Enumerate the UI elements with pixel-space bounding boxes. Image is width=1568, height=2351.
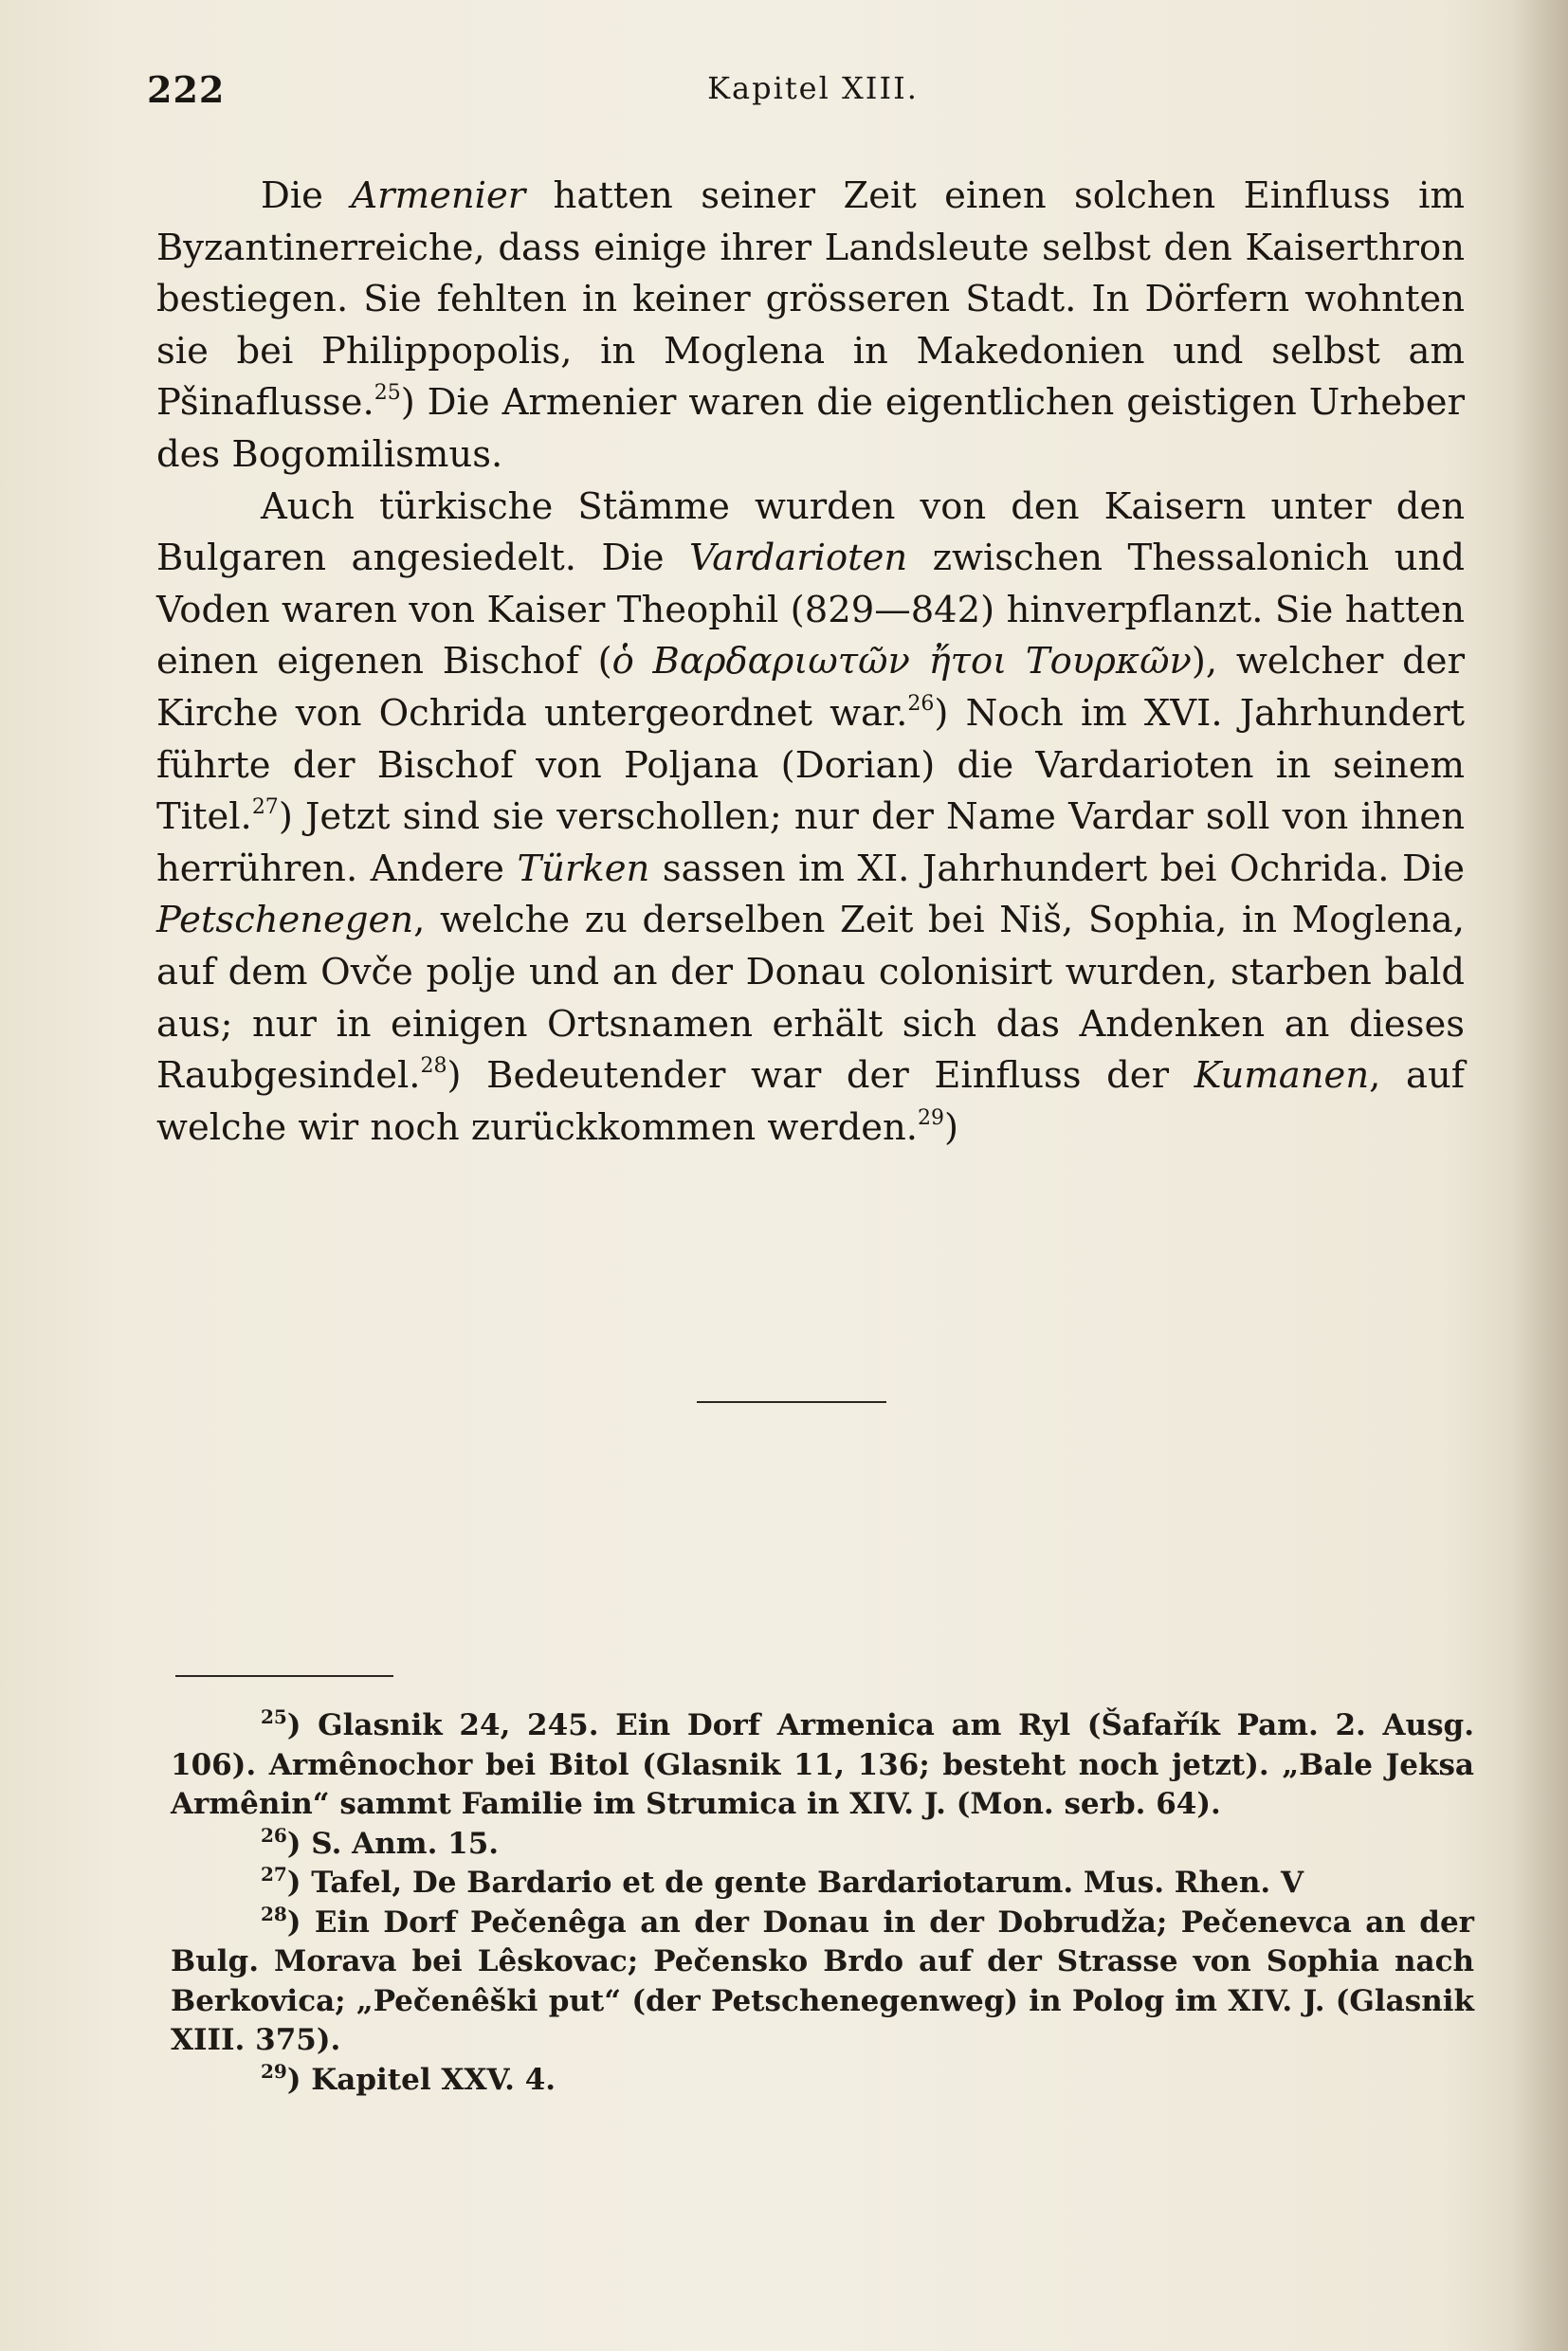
footnote-28 xyxy=(171,1904,1474,2061)
footnote-number: 27 xyxy=(261,1863,287,1886)
main-text xyxy=(156,171,1465,1154)
emphasis-petschenegen: Petschenegen xyxy=(156,899,414,942)
footnote-26 xyxy=(171,1825,1474,1865)
footnote-ref-28: 28 xyxy=(420,1054,447,1079)
paragraph-1 xyxy=(156,171,1465,482)
text-run: , welche zu derselben Zeit bei Niš, Sophia, in Moglena, auf dem Ovče polje und an der Donau colonisirt wurden, starben bald aus; nur in einigen Ortsnamen erhält sich das Andenken an dieses Raubgesindel. xyxy=(156,899,1465,1098)
text-run: zwischen Thessalonich und Voden waren von Kaiser Theophil (829—842) hinverpflanzt. Sie hatten einen eigenen Bischof ( xyxy=(156,537,1465,683)
text-run: ) Noch im XVI. Jahrhundert führte der Bischof von Poljana (Dorian) die Vardarioten in seinem Titel. xyxy=(156,691,1465,839)
text-run: Die xyxy=(261,174,352,217)
emphasis-kumanen: Kumanen xyxy=(1194,1054,1370,1098)
text-run: , auf welche wir noch zurückkommen werden. xyxy=(156,1054,1465,1149)
footnote-number: 29 xyxy=(261,2059,287,2083)
emphasis-tuerken: Türken xyxy=(517,847,650,890)
emphasis-vardarioten: Vardarioten xyxy=(689,537,908,580)
page-number: 222 xyxy=(147,68,226,111)
footnote-text: ) Ein Dorf Pečenêga an der Donau in der Dobrudža; Pečenevca an der Bulg. Morava bei Lêskovac; Pečensko Brdo auf der Strasse von Sophia nach Berkovica; „Pečenêški put“ (der Petschenegenweg) in Polog im XIV. J. (Glasnik XIII. 375). xyxy=(171,1904,1474,2057)
footnote-ref-29: 29 xyxy=(918,1105,945,1130)
footnote-text: ) S. Anm. 15. xyxy=(286,1826,500,1861)
running-head: Kapitel XIII. xyxy=(707,70,919,106)
text-run: ) Bedeutender war der Einfluss der xyxy=(447,1054,1194,1098)
text-run: ) Die Armenier waren die eigentlichen geistigen Urheber des Bogomilismus. xyxy=(156,381,1465,476)
footnote-text: ) Kapitel XXV. 4. xyxy=(286,2062,556,2097)
section-divider xyxy=(697,1401,886,1403)
text-run: ), welcher der Kirche von Ochrida untergeordnet war. xyxy=(156,640,1465,735)
footnote-ref-27: 27 xyxy=(251,795,279,820)
footnotes xyxy=(171,1706,1474,2100)
greek-phrase: ὁ Βαρδαριωτῶν ἤτοι Τουρκῶν xyxy=(611,640,1192,683)
footnote-25 xyxy=(171,1706,1474,1825)
page-edge-shadow xyxy=(1511,0,1568,2351)
text-run: Auch türkische Stämme wurden von den Kaisern unter den Bulgaren angesiedelt. Die xyxy=(156,484,1465,580)
footnote-number: 25 xyxy=(261,1705,287,1728)
text-run: hatten seiner Zeit einen solchen Einfluss im Byzantinerreiche, dass einige ihrer Landsleute selbst den Kaiserthron bestiegen. Sie fehlten in keiner grösseren Stadt. In Dörfern wohnten sie bei Philippopolis, in Moglena in Makedonien und selbst am Pšinaflusse. xyxy=(156,174,1466,425)
footnote-number: 28 xyxy=(261,1902,287,1925)
footnote-number: 26 xyxy=(261,1823,287,1847)
footnote-ref-25: 25 xyxy=(374,381,401,406)
footnote-text: ) Glasnik 24, 245. Ein Dorf Armenica am Ryl (Šafařík Pam. 2. Ausg. 106). Armênochor bei Bitol (Glasnik 11, 136; besteht noch jetzt). „Bale Jeksa Armênin“ sammt Familie im Strumica in XIV. J. (Mon. serb. 64). xyxy=(171,1708,1474,1821)
footnote-ref-26: 26 xyxy=(907,691,935,716)
emphasis-armenier: Armenier xyxy=(351,174,526,217)
footnote-29 xyxy=(171,2061,1474,2101)
footnote-divider xyxy=(175,1675,393,1677)
footnote-27 xyxy=(171,1864,1474,1904)
text-run: ) xyxy=(944,1105,959,1149)
paragraph-2 xyxy=(156,482,1465,1155)
footnote-text: ) Tafel, De Bardario et de gente Bardariotarum. Mus. Rhen. V xyxy=(286,1866,1304,1900)
text-run: ) Jetzt sind sie verschollen; nur der Name Vardar soll von ihnen herrühren. Andere xyxy=(156,795,1465,890)
text-run: sassen im XI. Jahrhundert bei Ochrida. Die xyxy=(649,847,1465,890)
page-header xyxy=(147,68,1479,116)
